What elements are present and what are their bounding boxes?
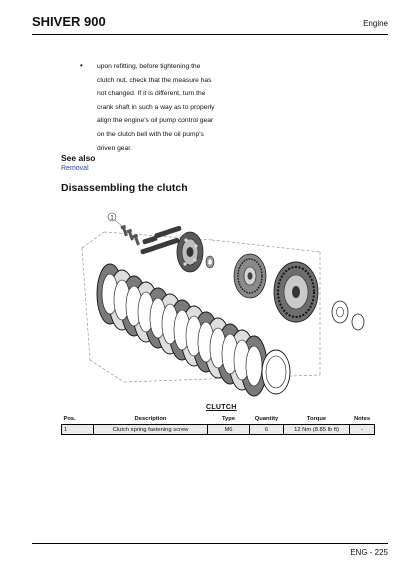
- header-quantity: Quantity: [250, 415, 284, 425]
- clutch-housing: [274, 262, 318, 322]
- header-type: Type: [208, 415, 250, 425]
- see-also-heading: See also: [61, 153, 96, 163]
- bullet-line: on the clutch bell with the oil pump's: [97, 130, 204, 138]
- footer-rule: [32, 543, 388, 544]
- cell-quantity: 6: [250, 425, 284, 435]
- bullet-line: align the engine's oil pump control gear: [97, 117, 214, 125]
- screw-group: [120, 225, 140, 246]
- clutch-hub: [234, 254, 266, 298]
- bullet-line: not changed. If it is different, turn the: [97, 90, 206, 98]
- bullet-icon: •: [80, 61, 83, 70]
- cell-notes: -: [350, 425, 375, 435]
- removal-link[interactable]: Removal: [61, 165, 89, 172]
- section-heading: Disassembling the clutch: [61, 182, 188, 194]
- bullet-line: upon refitting, before tightening the: [97, 63, 201, 70]
- header-title: SHIVER 900: [32, 14, 106, 29]
- header-notes: Notes: [350, 415, 375, 425]
- parts-table: [61, 415, 375, 435]
- table-caption: CLUTCH: [206, 404, 237, 411]
- pressure-plate: [177, 232, 203, 272]
- callout-number: 1: [110, 215, 114, 222]
- header-section: Engine: [363, 19, 388, 28]
- header-pos: Pos.: [62, 415, 94, 425]
- header-description: Description: [94, 415, 208, 425]
- bullet-line: crank shaft in such a way as to properly: [97, 103, 215, 111]
- list-item: [80, 60, 280, 155]
- bullet-line: driven gear.: [97, 144, 132, 152]
- header-torque: Torque: [284, 415, 350, 425]
- bullet-line: clutch nut, check that the measure has: [97, 76, 212, 84]
- callout-leader: [115, 220, 122, 226]
- clutch-nut: [332, 301, 348, 323]
- clutch-exploded-diagram: [62, 200, 382, 400]
- header-rule: [32, 34, 388, 35]
- cell-type: M6: [208, 425, 250, 435]
- spring-group: [140, 225, 182, 254]
- cell-torque: 12 Nm (8.85 lb ft): [284, 425, 350, 435]
- table-row: [62, 425, 375, 435]
- cell-pos: 1: [62, 425, 94, 435]
- page-number: ENG - 225: [350, 548, 388, 557]
- table-header-row: [62, 415, 375, 425]
- instruction-list: [80, 60, 280, 155]
- snap-ring: [352, 314, 364, 330]
- bearing: [206, 256, 214, 268]
- cell-description: Clutch spring fastening screw: [94, 425, 208, 435]
